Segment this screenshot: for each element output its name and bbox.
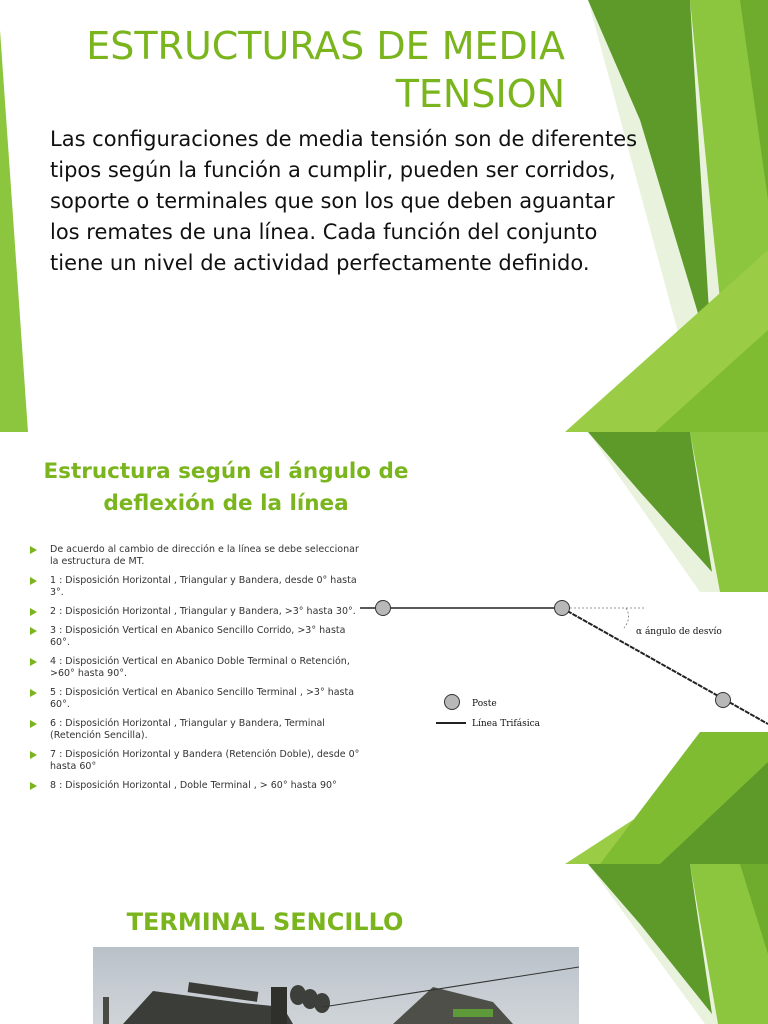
- bullet-arrow-icon: [30, 658, 37, 666]
- bullet-item: 2 : Disposición Horizontal , Triangular y Bandera, >3° hasta 30°.: [30, 606, 360, 618]
- angle-label: α ángulo de desvío: [636, 627, 722, 637]
- slide-2: [0, 432, 768, 864]
- slide-3-title: TERMINAL SENCILLO: [126, 908, 404, 936]
- bullet-arrow-icon: [30, 751, 37, 759]
- bullet-arrow-icon: [30, 689, 37, 697]
- bullet-arrow-icon: [30, 608, 37, 616]
- insulator-disc: [314, 993, 330, 1013]
- bullet-list: [30, 544, 360, 799]
- bullet-item: 7 : Disposición Horizontal y Bandera (Retención Doble), desde 0° hasta 60°: [30, 749, 360, 773]
- slide-3: [0, 864, 768, 1024]
- legend-post-label: Poste: [472, 699, 497, 709]
- crossarm-silhouette: [123, 991, 293, 1024]
- pole-left: [103, 997, 109, 1024]
- photo-illustration: [93, 947, 579, 1024]
- title-line-2: TENSION: [395, 72, 565, 116]
- bullet-arrow-icon: [30, 546, 37, 554]
- bullet-item: 6 : Disposición Horizontal , Triangular y Bandera, Terminal (Retención Sencilla).: [30, 718, 360, 742]
- deflection-angle-diagram: [360, 582, 768, 762]
- bullet-arrow-icon: [30, 782, 37, 790]
- bullet-item: 3 : Disposición Vertical en Abanico Sencillo Corrido, >3° hasta 60°.: [30, 625, 360, 649]
- green-insulator: [453, 1009, 493, 1017]
- bracket: [271, 987, 287, 1024]
- terminal-structure-photo: [93, 947, 579, 1024]
- bullet-item: 4 : Disposición Vertical en Abanico Doble Terminal o Retención, >60° hasta 90°.: [30, 656, 360, 680]
- post-icon: [716, 693, 731, 708]
- bullet-item: De acuerdo al cambio de dirección e la línea se debe seleccionar la estructura de MT.: [30, 544, 360, 568]
- post-icon: [555, 601, 570, 616]
- deflected-line-segment: [562, 608, 768, 724]
- bullet-arrow-icon: [30, 627, 37, 635]
- bullet-item: 1 : Disposición Horizontal , Triangular y Bandera, desde 0° hasta 3°.: [30, 575, 360, 599]
- angle-arc: [624, 608, 629, 628]
- slide-1: [0, 0, 768, 432]
- post-icon: [376, 601, 391, 616]
- structure-silhouette-right: [393, 987, 513, 1024]
- left-green-sliver: [0, 30, 28, 432]
- bullet-item: 8 : Disposición Horizontal , Doble Terminal , > 60° hasta 90°: [30, 780, 360, 792]
- slide-1-title: [60, 22, 565, 118]
- bullet-arrow-icon: [30, 720, 37, 728]
- legend-line-label: Línea Trifásica: [472, 719, 540, 729]
- slide-1-body-text: Las configuraciones de media tensión son de diferentes tipos según la función a cumplir, pueden ser corridos, soporte o terminales que son los que deben aguantar los remates de una línea. Cada función del conjunto tiene un nivel de actividad perfectamente definido.: [50, 127, 638, 275]
- legend-post-icon: [445, 695, 460, 710]
- bullet-arrow-icon: [30, 577, 37, 585]
- bullet-item: 5 : Disposición Vertical en Abanico Sencillo Terminal , >3° hasta 60°.: [30, 687, 360, 711]
- slide-2-title: Estructura según el ángulo de deflexión de la línea: [43, 459, 409, 516]
- title-line-1: ESTRUCTURAS DE MEDIA: [86, 24, 565, 68]
